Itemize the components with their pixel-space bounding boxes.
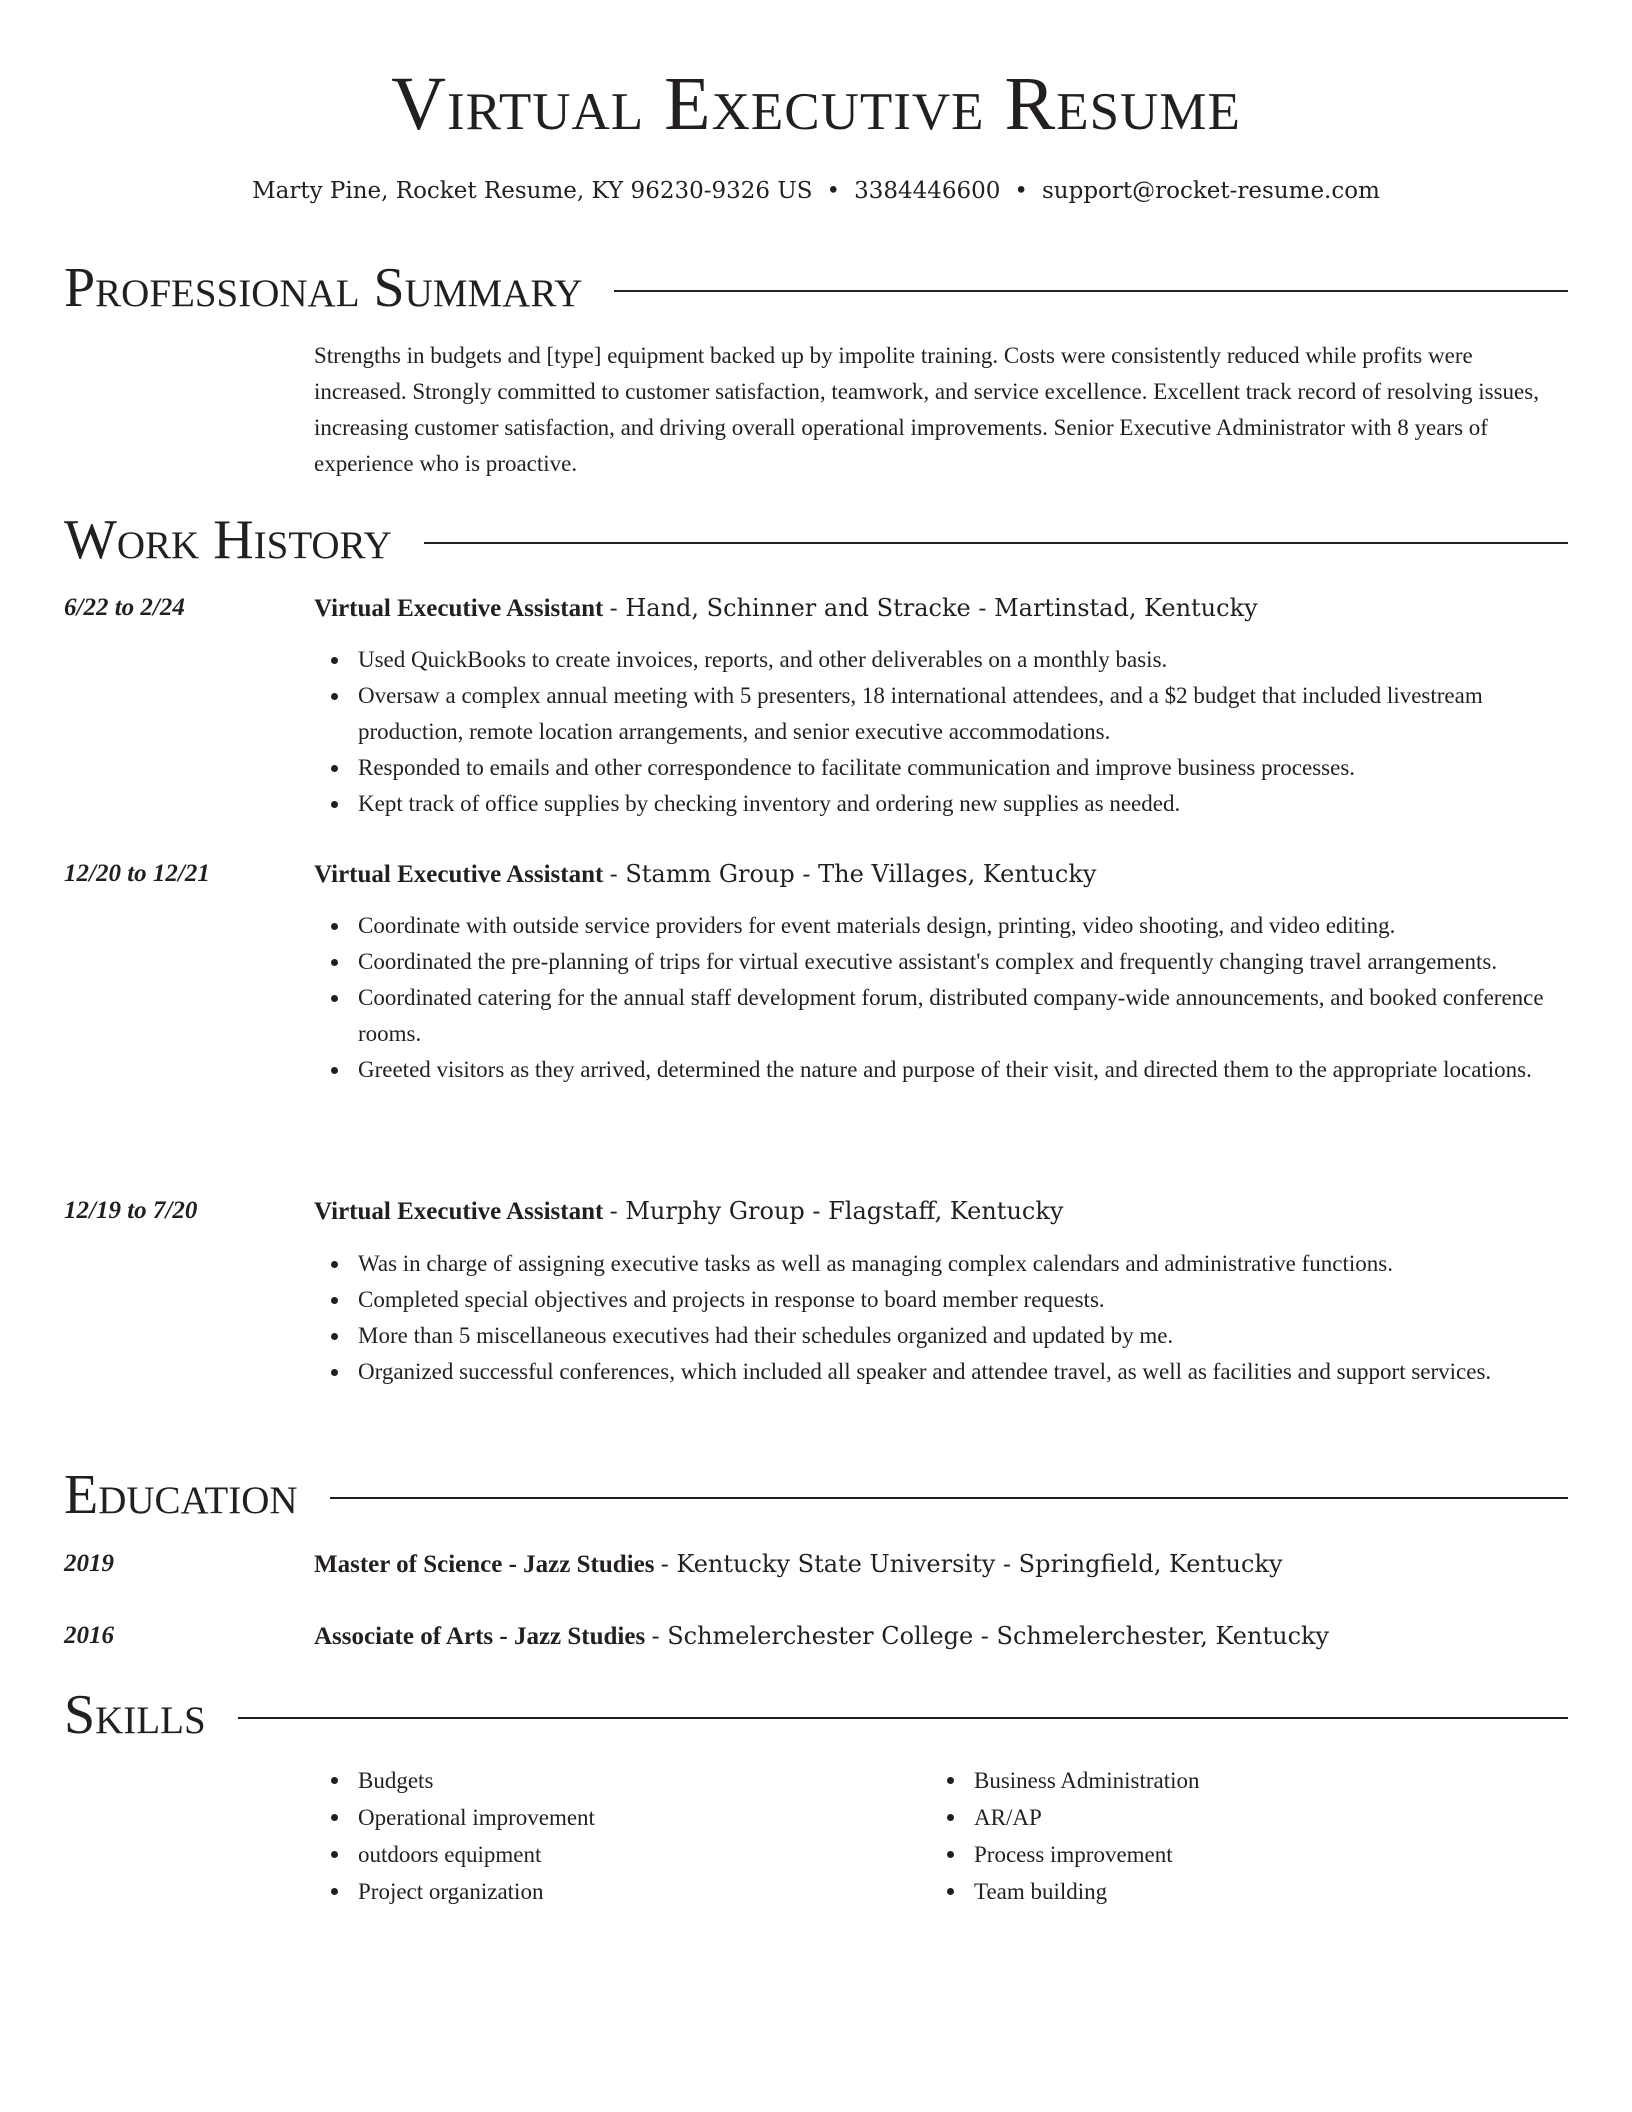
job-bullet: Coordinate with outside service providers for event materials design, printing, video shooting, and video editing. bbox=[314, 908, 1568, 944]
job-title-line bbox=[314, 1193, 1568, 1230]
skill-item: AR/AP bbox=[930, 1799, 1530, 1836]
education-degree: Associate of Arts - Jazz Studies bbox=[314, 1623, 646, 1650]
section-divider bbox=[614, 290, 1568, 292]
job-details: - Hand, Schinner and Stracke - Martinstad, Kentucky bbox=[609, 594, 1258, 622]
work-section-header bbox=[64, 508, 1568, 572]
skill-item: Budgets bbox=[314, 1762, 914, 1799]
education-degree: Master of Science - Jazz Studies bbox=[314, 1551, 655, 1578]
skill-item: Project organization bbox=[314, 1873, 914, 1910]
summary-text: Strengths in budgets and [type] equipment backed up by impolite training. Costs were consistently reduced while profits were increased. Strongly committed to customer satisfaction, teamwork, and service excellence. Excellent track record of resolving issues, increasing customer satisfaction, and driving overall operational improvements. Senior Executive Administrator with 8 years of experience who is proactive. bbox=[314, 343, 1539, 476]
skills-list-right bbox=[930, 1762, 1530, 1910]
skill-item: outdoors equipment bbox=[314, 1836, 914, 1873]
job-title: Virtual Executive Assistant bbox=[314, 861, 604, 888]
contact-line bbox=[0, 176, 1632, 206]
section-divider bbox=[238, 1717, 1568, 1719]
resume-title: Virtual Executive Resume bbox=[391, 62, 1241, 146]
job-dates: 12/20 to 12/21 bbox=[64, 860, 210, 887]
job-title-line bbox=[314, 856, 1568, 893]
education-details: - Schmelerchester College - Schmelerchester, Kentucky bbox=[651, 1622, 1330, 1650]
job-details: - Murphy Group - Flagstaff, Kentucky bbox=[609, 1197, 1064, 1225]
skill-item: Team building bbox=[930, 1873, 1530, 1910]
education-details: - Kentucky State University - Springfield, Kentucky bbox=[660, 1550, 1283, 1578]
education-year: 2016 bbox=[64, 1622, 114, 1649]
job-bullet: Responded to emails and other correspondence to facilitate communication and improve business processes. bbox=[314, 750, 1568, 786]
job-bullet: Kept track of office supplies by checking inventory and ordering new supplies as needed. bbox=[314, 786, 1568, 822]
job-bullet: Coordinated catering for the annual staff development forum, distributed company-wide announcements, and booked conference rooms. bbox=[314, 980, 1568, 1052]
work-heading: Work History bbox=[64, 509, 392, 571]
skill-item: Business Administration bbox=[930, 1762, 1530, 1799]
skills-section-header bbox=[64, 1683, 1568, 1747]
job-details: - Stamm Group - The Villages, Kentucky bbox=[609, 860, 1097, 888]
skill-item: Operational improvement bbox=[314, 1799, 914, 1836]
job-bullet: Was in charge of assigning executive tasks as well as managing complex calendars and administrative functions. bbox=[314, 1246, 1568, 1282]
skills-heading: Skills bbox=[64, 1684, 206, 1746]
section-divider bbox=[424, 542, 1568, 544]
job-bullet: Greeted visitors as they arrived, determined the nature and purpose of their visit, and directed them to the appropriate locations. bbox=[314, 1052, 1568, 1088]
contact-email: support@rocket-resume.com bbox=[1041, 178, 1380, 204]
job-bullets bbox=[314, 908, 1568, 1088]
job-dates: 6/22 to 2/24 bbox=[64, 594, 185, 621]
job-dates: 12/19 to 7/20 bbox=[64, 1197, 198, 1224]
job-bullet: Used QuickBooks to create invoices, reports, and other deliverables on a monthly basis. bbox=[314, 642, 1568, 678]
job-bullet: Coordinated the pre-planning of trips for virtual executive assistant's complex and frequently changing travel arrangements. bbox=[314, 944, 1568, 980]
job-title-line bbox=[314, 590, 1568, 627]
contact-separator: • bbox=[826, 178, 841, 204]
job-bullets bbox=[314, 1246, 1568, 1390]
contact-separator: • bbox=[1014, 178, 1028, 204]
summary-section-header bbox=[64, 256, 1568, 320]
job-bullet: Oversaw a complex annual meeting with 5 presenters, 18 international attendees, and a $2 budget that included livestream production, remote location arrangements, and senior executive accommodations. bbox=[314, 678, 1568, 750]
job-bullets bbox=[314, 642, 1568, 822]
education-heading: Education bbox=[64, 1464, 298, 1526]
education-title-line bbox=[314, 1618, 1568, 1655]
section-divider bbox=[330, 1497, 1568, 1499]
summary-heading: Professional Summary bbox=[64, 257, 583, 319]
education-section-header bbox=[64, 1463, 1568, 1527]
contact-phone: 3384446600 bbox=[854, 178, 1001, 204]
education-year: 2019 bbox=[64, 1550, 114, 1577]
education-title-line bbox=[314, 1546, 1568, 1583]
skills-list-left bbox=[314, 1762, 914, 1910]
job-bullet: More than 5 miscellaneous executives had their schedules organized and updated by me. bbox=[314, 1318, 1568, 1354]
skill-item: Process improvement bbox=[930, 1836, 1530, 1873]
job-bullet: Completed special objectives and projects in response to board member requests. bbox=[314, 1282, 1568, 1318]
contact-address: Marty Pine, Rocket Resume, KY 96230-9326 US bbox=[252, 178, 813, 204]
job-bullet: Organized successful conferences, which included all speaker and attendee travel, as well as facilities and support services. bbox=[314, 1354, 1568, 1390]
job-title: Virtual Executive Assistant bbox=[314, 1198, 604, 1225]
job-title: Virtual Executive Assistant bbox=[314, 595, 604, 622]
